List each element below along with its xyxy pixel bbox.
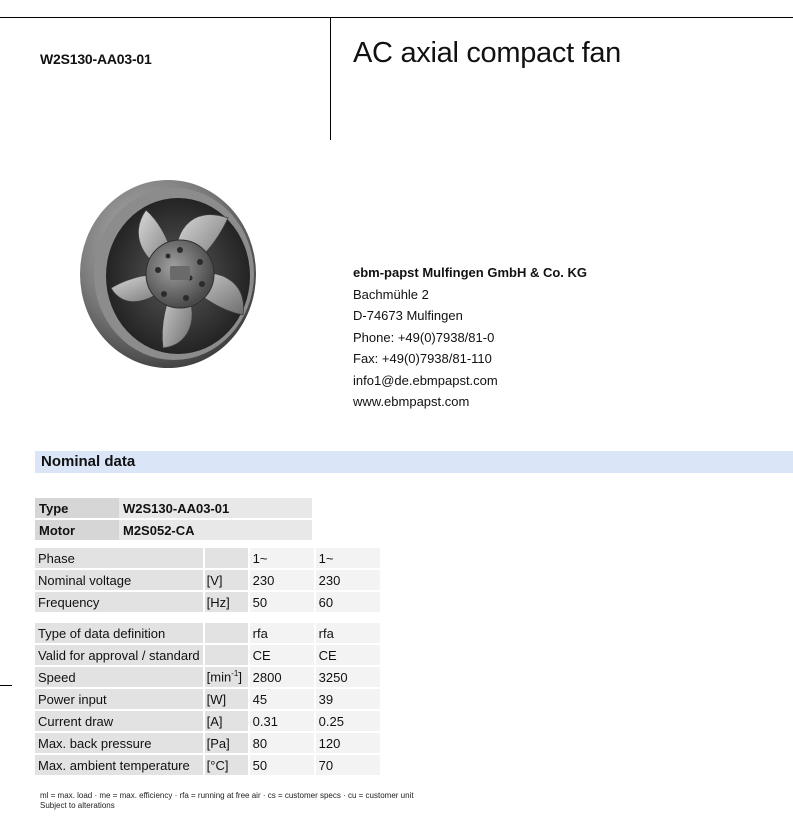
company-website: www.ebmpapst.com [353, 394, 470, 409]
row-label: Nominal voltage [35, 570, 203, 590]
motor-key: Motor [35, 520, 119, 540]
row-value-50hz: 50 [250, 755, 314, 775]
company-name: ebm-papst Mulfingen GmbH & Co. KG [353, 265, 587, 280]
section-band [35, 451, 793, 473]
row-value-50hz: 2800 [250, 667, 314, 687]
row-value-50hz: 0.31 [250, 711, 314, 731]
row-unit: [V] [205, 570, 248, 590]
row-unit: [Hz] [205, 592, 248, 612]
table-row [35, 689, 380, 709]
row-value-60hz: 1~ [316, 548, 380, 568]
row-value-50hz: rfa [250, 623, 314, 643]
row-unit: [Pa] [205, 733, 248, 753]
table-row [35, 755, 380, 775]
row-value-60hz: 60 [316, 592, 380, 612]
unit-superscript: -1 [231, 669, 239, 679]
footnote [40, 791, 414, 811]
row-label: Current draw [35, 711, 203, 731]
table-row [35, 592, 380, 612]
row-value-60hz: 70 [316, 755, 380, 775]
nominal-data-table [33, 546, 382, 777]
row-value-50hz: 80 [250, 733, 314, 753]
company-city: D-74673 Mulfingen [353, 308, 463, 323]
footnote-alterations: Subject to alterations [40, 801, 115, 810]
model-number: W2S130-AA03-01 [40, 51, 152, 67]
row-label: Max. ambient temperature [35, 755, 203, 775]
type-motor-table [35, 496, 312, 542]
row-unit: [A] [205, 711, 248, 731]
section-title: Nominal data [41, 453, 136, 470]
row-label: Type of data definition [35, 623, 203, 643]
header-divider [330, 17, 331, 140]
company-street: Bachmühle 2 [353, 286, 429, 302]
table-row [35, 570, 380, 590]
type-key: Type [35, 498, 119, 518]
group-spacer [35, 614, 380, 621]
row-unit [205, 667, 248, 687]
row-value-50hz: 45 [250, 689, 314, 709]
unit-tail: ] [238, 669, 242, 685]
top-rule [0, 17, 793, 18]
table-row [35, 711, 380, 731]
row-value-60hz: 39 [316, 689, 380, 709]
row-label: Max. back pressure [35, 733, 203, 753]
row-unit [205, 623, 248, 643]
margin-tick [0, 685, 12, 686]
table-row [35, 548, 380, 568]
row-unit [205, 645, 248, 665]
row-label: Speed [35, 667, 203, 687]
page-title: AC axial compact fan [353, 37, 622, 69]
table-row [35, 733, 380, 753]
row-label: Valid for approval / standard [35, 645, 203, 665]
row-unit [205, 548, 248, 568]
row-value-50hz: 1~ [250, 548, 314, 568]
company-address [353, 262, 587, 413]
motor-value: M2S052-CA [119, 520, 312, 540]
row-value-60hz: 3250 [316, 667, 380, 687]
table-row [35, 623, 380, 643]
row-value-60hz: 0.25 [316, 711, 380, 731]
table-row [35, 645, 380, 665]
row-value-50hz: 230 [250, 570, 314, 590]
table-row [35, 498, 312, 518]
row-label: Frequency [35, 592, 203, 612]
company-phone: Phone: +49(0)7938/81-0 [353, 329, 495, 345]
company-email: info1@de.ebmpapst.com [353, 372, 498, 388]
row-unit: [W] [205, 689, 248, 709]
row-value-50hz: CE [250, 645, 314, 665]
type-value: W2S130-AA03-01 [119, 498, 312, 518]
table-row [35, 667, 380, 687]
row-label: Phase [35, 548, 203, 568]
row-value-60hz: CE [316, 645, 380, 665]
table-row [35, 520, 312, 540]
company-fax: Fax: +49(0)7938/81-110 [353, 351, 492, 366]
row-value-50hz: 50 [250, 592, 314, 612]
unit-base: [min [206, 669, 232, 685]
row-value-60hz: rfa [316, 623, 380, 643]
fan-product-image [78, 170, 258, 370]
row-value-60hz: 230 [316, 570, 380, 590]
row-unit: [°C] [205, 755, 248, 775]
footnote-legend: ml = max. load · me = max. efficiency · rfa = running at free air · cs = customer specs · cu = customer unit [40, 791, 414, 800]
row-value-60hz: 120 [316, 733, 380, 753]
row-label: Power input [35, 689, 203, 709]
